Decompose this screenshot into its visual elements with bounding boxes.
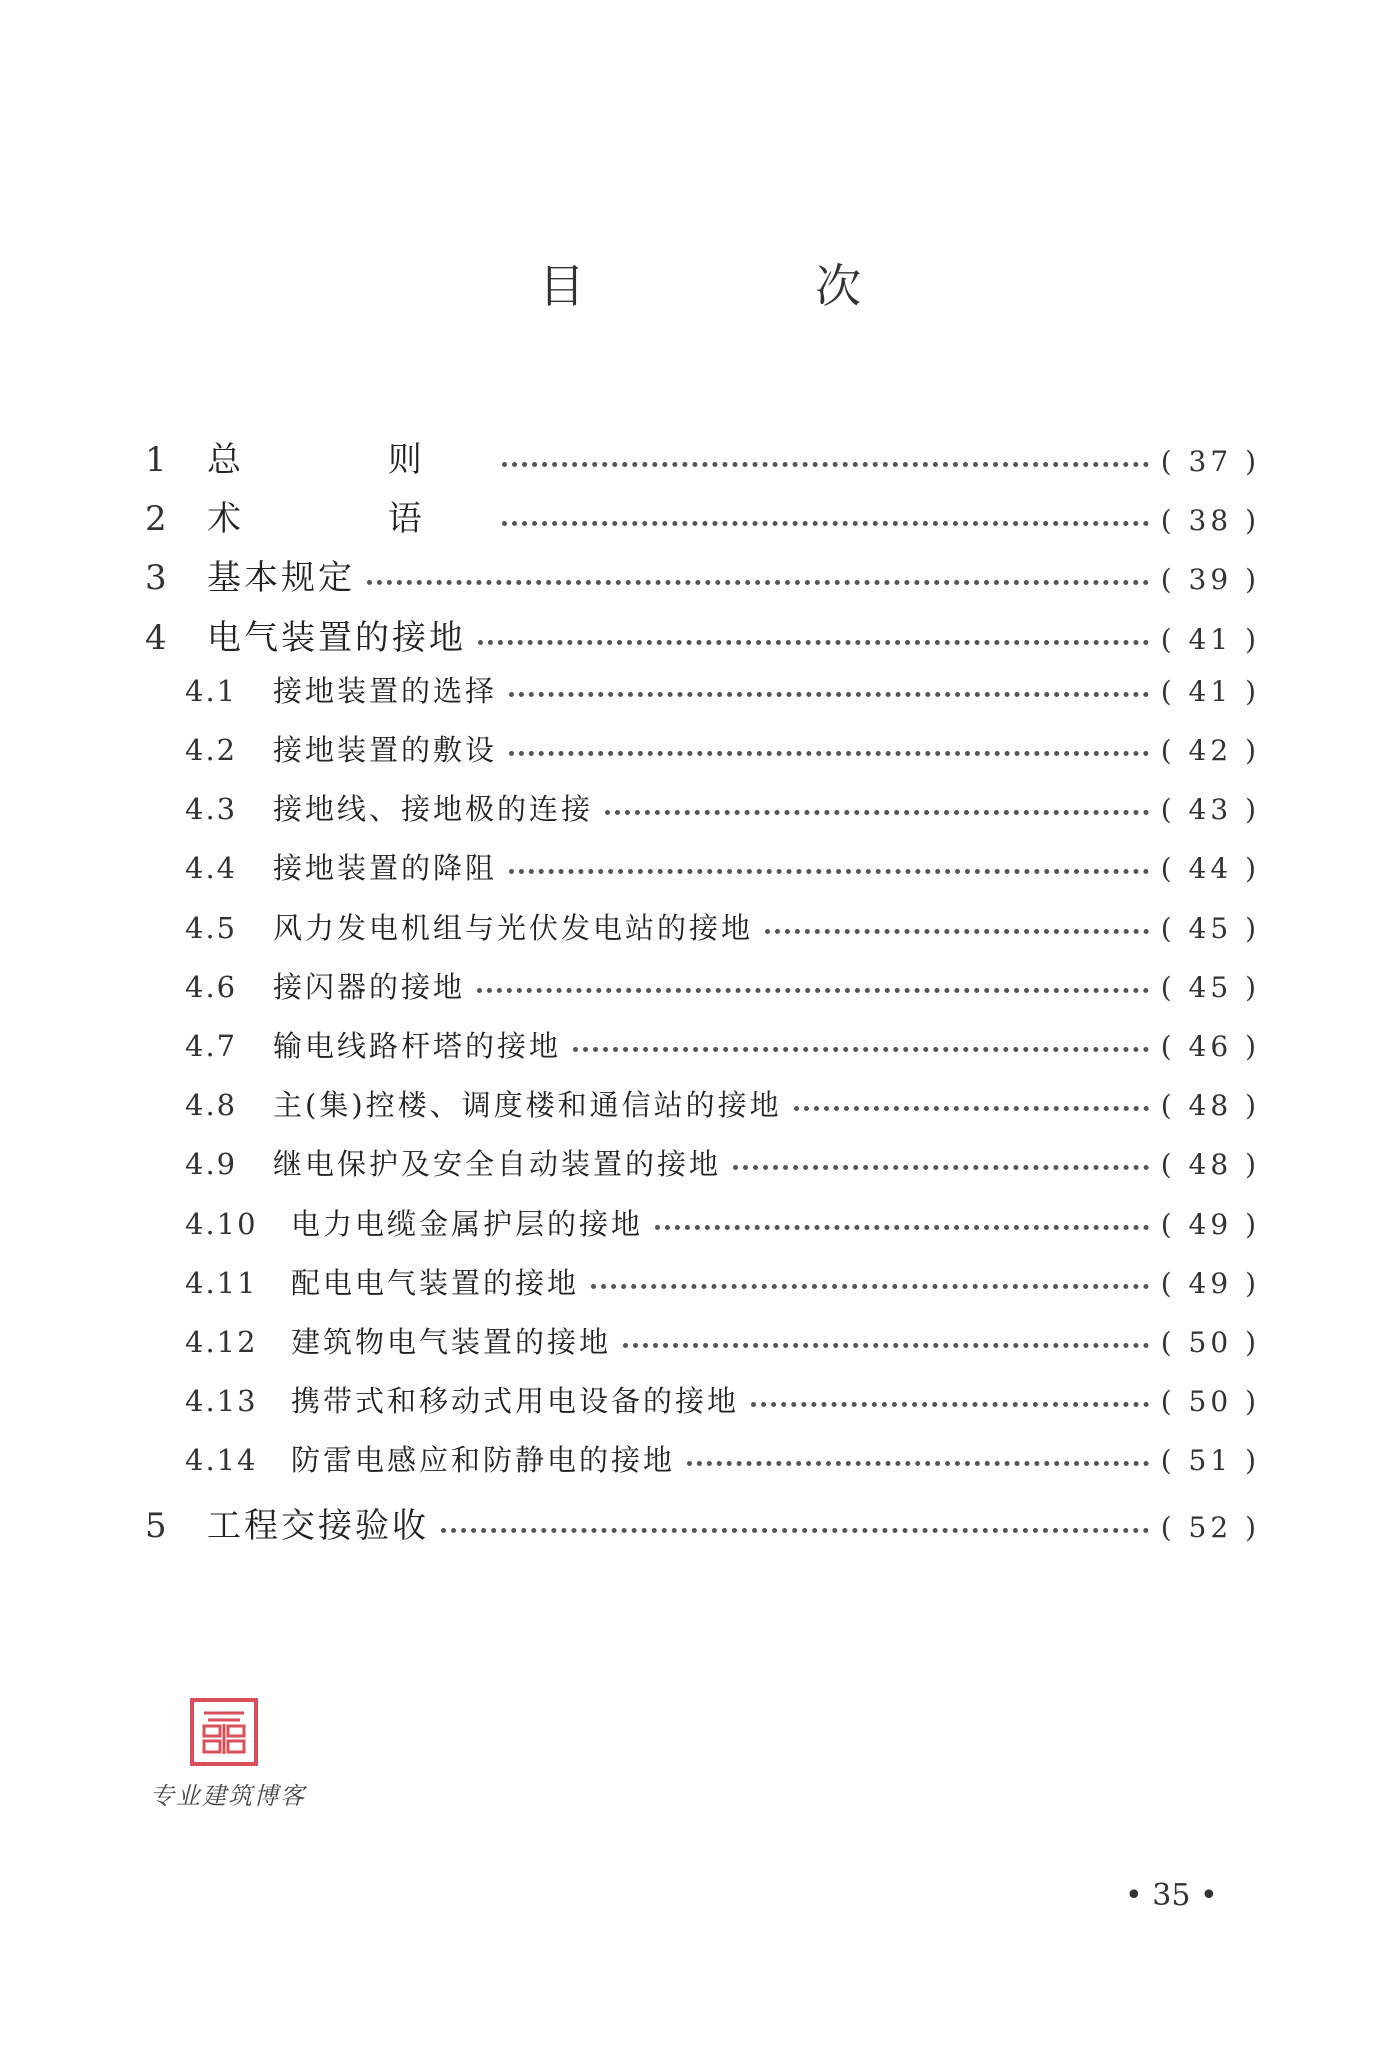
toc-entry-page: ( 39 ) [1160,563,1260,597]
toc-entry-page: ( 49 ) [1160,1266,1260,1300]
toc-entry[interactable] [145,491,1260,540]
dot-leader [605,810,1149,815]
toc-entry[interactable] [185,1379,1260,1420]
toc-entry[interactable] [185,1142,1260,1183]
toc-entry[interactable] [185,787,1260,828]
dot-leader [509,869,1149,874]
toc-entry-title: 电力电缆金属护层的接地 [291,1206,644,1241]
dot-leader [477,988,1149,993]
dot-leader [687,1461,1149,1466]
toc-entry[interactable] [145,610,1260,659]
toc-entry-number: 2 [145,499,167,540]
dot-leader [765,929,1149,934]
toc-entry-number: 4.9 [185,1147,238,1182]
toc-entry[interactable] [185,1438,1260,1479]
toc-entry-number: 4.2 [185,733,238,767]
toc-entry-title: 术 语 [207,499,490,540]
dot-leader [509,751,1149,756]
toc-entry-title: 接闪器的接地 [273,969,466,1004]
toc-entry[interactable] [185,1024,1260,1065]
toc-entry-number: 4.8 [185,1088,238,1123]
dot-leader [794,1106,1149,1111]
toc-entry-page: ( 41 ) [1160,674,1260,708]
toc-entry-number: 4.11 [185,1265,258,1300]
seal-logo [190,1698,258,1766]
toc-entry-page: ( 45 ) [1160,970,1260,1004]
toc-entry-title: 主(集)控楼、调度楼和通信站的接地 [273,1088,782,1123]
page-number: • 35 • [1125,1878,1218,1913]
toc-entry[interactable] [185,1202,1260,1243]
toc-entry-title: 配电电气装置的接地 [291,1265,580,1300]
toc-entry-page: ( 48 ) [1160,1148,1260,1182]
toc-entry[interactable] [185,965,1260,1006]
dot-leader [502,462,1149,467]
dot-leader [591,1284,1149,1289]
toc-entry-number: 4.12 [185,1325,258,1359]
toc-entry-title: 风力发电机组与光伏发电站的接地 [273,910,754,945]
toc-entry-title: 基本规定 [207,558,355,599]
dot-leader [509,692,1149,697]
toc-entry-number: 3 [145,558,167,599]
page-title: 目 次 [538,259,970,313]
toc-entry-number: 4.5 [185,910,238,945]
toc-entry-page: ( 48 ) [1160,1089,1260,1123]
toc-entry-number: 4.6 [185,969,238,1004]
toc-entry-page: ( 44 ) [1160,852,1260,886]
toc-entry-title: 接地装置的选择 [273,673,498,708]
toc-entry-number: 4 [145,617,167,658]
toc-entry[interactable] [145,550,1260,599]
toc-entry-page: ( 51 ) [1160,1444,1260,1478]
toc-entry[interactable] [185,846,1260,887]
toc-entry-number: 5 [145,1505,167,1546]
toc-entry-title: 携带式和移动式用电设备的接地 [291,1384,740,1419]
toc-entry-page: ( 38 ) [1160,504,1260,538]
toc-entry-page: ( 41 ) [1160,622,1260,656]
dot-leader [655,1225,1149,1230]
toc-entry-page: ( 50 ) [1160,1326,1260,1359]
toc-entry-page: ( 50 ) [1160,1385,1260,1419]
toc-entry-number: 4.1 [185,673,238,708]
toc-entry-number: 1 [145,440,167,480]
toc-entry[interactable] [145,1498,1260,1547]
toc-entry-title: 输电线路杆塔的接地 [273,1029,562,1063]
toc-entry-title: 接地装置的降阻 [273,851,498,886]
toc-entry-number: 4.10 [185,1206,258,1241]
toc-entry-page: ( 46 ) [1160,1030,1260,1063]
toc-entry-title: 继电保护及安全自动装置的接地 [273,1147,722,1182]
toc-entry-number: 4.13 [185,1384,258,1419]
toc-entry-title: 电气装置的接地 [207,617,466,658]
toc-entry-page: ( 37 ) [1160,445,1260,478]
toc-entry[interactable] [145,432,1260,481]
dot-leader [573,1047,1149,1052]
watermark-text: 专业建筑博客 [150,1782,306,1810]
toc-entry-number: 4.3 [185,792,238,827]
toc-entry-page: ( 49 ) [1160,1207,1260,1241]
toc-entry-title: 总 则 [207,440,490,480]
toc-entry-number: 4.7 [185,1029,238,1063]
toc-entry-page: ( 52 ) [1160,1510,1260,1544]
dot-leader [623,1343,1149,1348]
toc-entry-title: 工程交接验收 [207,1505,429,1546]
toc-entry-title: 接地线、接地极的连接 [273,792,594,827]
toc-entry-number: 4.14 [185,1443,258,1478]
toc-entry[interactable] [185,728,1260,769]
toc-entry-page: ( 42 ) [1160,734,1260,767]
toc-entry-page: ( 43 ) [1160,793,1260,827]
toc-entry[interactable] [185,669,1260,710]
toc-entry-number: 4.4 [185,851,238,886]
dot-leader [441,1528,1149,1533]
dot-leader [478,640,1149,645]
toc-entry[interactable] [185,1083,1260,1124]
seal-glyph-icon [198,1706,250,1758]
toc-entry[interactable] [185,1261,1260,1302]
toc-entry[interactable] [185,906,1260,947]
dot-leader [502,521,1149,526]
toc-entry[interactable] [185,1320,1260,1361]
dot-leader [367,580,1149,585]
toc-entry-title: 接地装置的敷设 [273,733,498,767]
dot-leader [751,1402,1149,1407]
toc-entry-title: 建筑物电气装置的接地 [291,1325,612,1359]
toc-entry-page: ( 45 ) [1160,911,1260,945]
dot-leader [733,1165,1149,1170]
toc-entry-title: 防雷电感应和防静电的接地 [291,1443,676,1478]
